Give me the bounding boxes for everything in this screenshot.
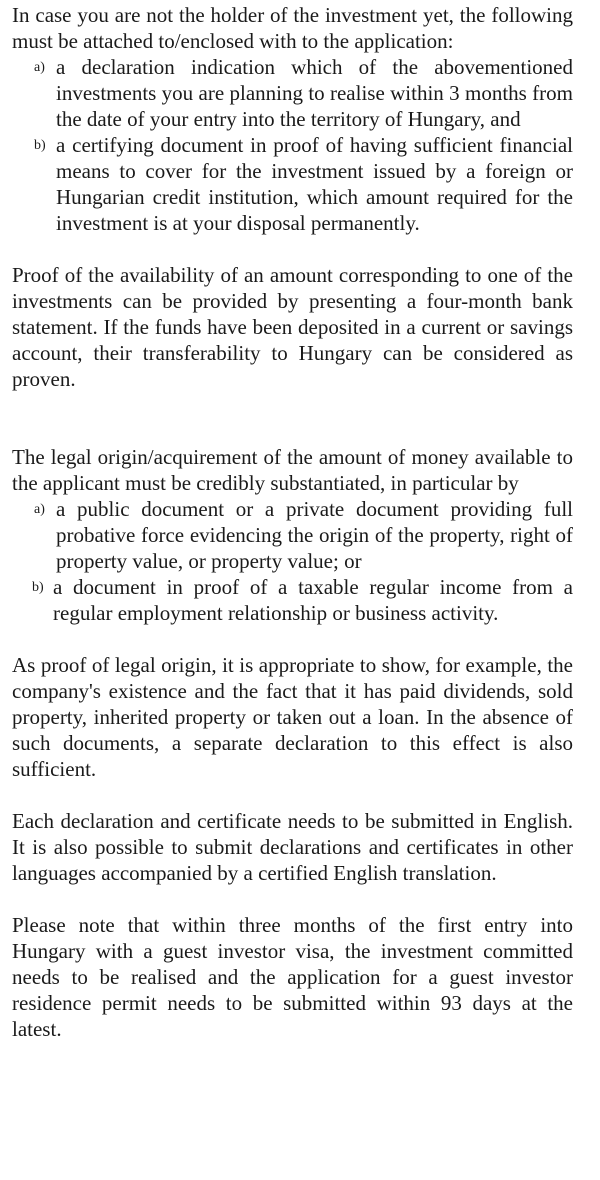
- list-marker: b): [32, 580, 44, 595]
- list-marker: a): [34, 502, 45, 517]
- paragraph-proof-of-legal-origin: As proof of legal origin, it is appropriate to show, for example, the company's existence and the fact that it has paid dividends, sold property, inherited property or taken out a loan. In the absence of such documents, a separate declaration to this effect is also sufficient.: [12, 653, 573, 781]
- list-item-text: a declaration indication which of the abovementioned investments you are planning to realise within 3 months from the date of your entry into the territory of Hungary, and: [56, 55, 573, 131]
- attachment-list: [12, 54, 573, 236]
- paragraph-legal-origin: The legal origin/acquirement of the amount of money available to the applicant must be credibly substantiated, in particular by: [12, 445, 573, 495]
- list-item-text: a certifying document in proof of having sufficient financial means to cover for the investment issued by a foreign or Hungarian credit institution, which amount required for the investment is at your disposal permanently.: [56, 133, 573, 235]
- paragraph-language-requirement: Each declaration and certificate needs to be submitted in English. It is also possible to submit declarations and certificates in other languages accompanied by a certified English translation.: [12, 809, 573, 885]
- list-item: [12, 574, 573, 626]
- paragraph-proof-of-availability: Proof of the availability of an amount corresponding to one of the investments can be provided by presenting a four-month bank statement. If the funds have been deposited in a current or savings account, their transferability to Hungary can be considered as proven.: [12, 263, 573, 391]
- paragraph-attachment-requirements: In case you are not the holder of the investment yet, the following must be attached to/enclosed with to the application:: [12, 3, 573, 53]
- list-item-text: a document in proof of a taxable regular income from a regular employment relationship or business activity.: [53, 575, 573, 625]
- list-item: [12, 54, 573, 132]
- legal-origin-list: [12, 496, 573, 626]
- paragraph-deadline-note: Please note that within three months of the first entry into Hungary with a guest investor visa, the investment committed needs to be realised and the application for a guest investor residence permit needs to be submitted within 93 days at the latest.: [12, 913, 573, 1041]
- list-item: [12, 496, 573, 574]
- list-marker: b): [34, 138, 46, 153]
- list-marker: a): [34, 60, 45, 75]
- list-item: [12, 132, 573, 236]
- list-item-text: a public document or a private document providing full probative force evidencing the origin of the property, right of property value, or property value; or: [56, 497, 573, 573]
